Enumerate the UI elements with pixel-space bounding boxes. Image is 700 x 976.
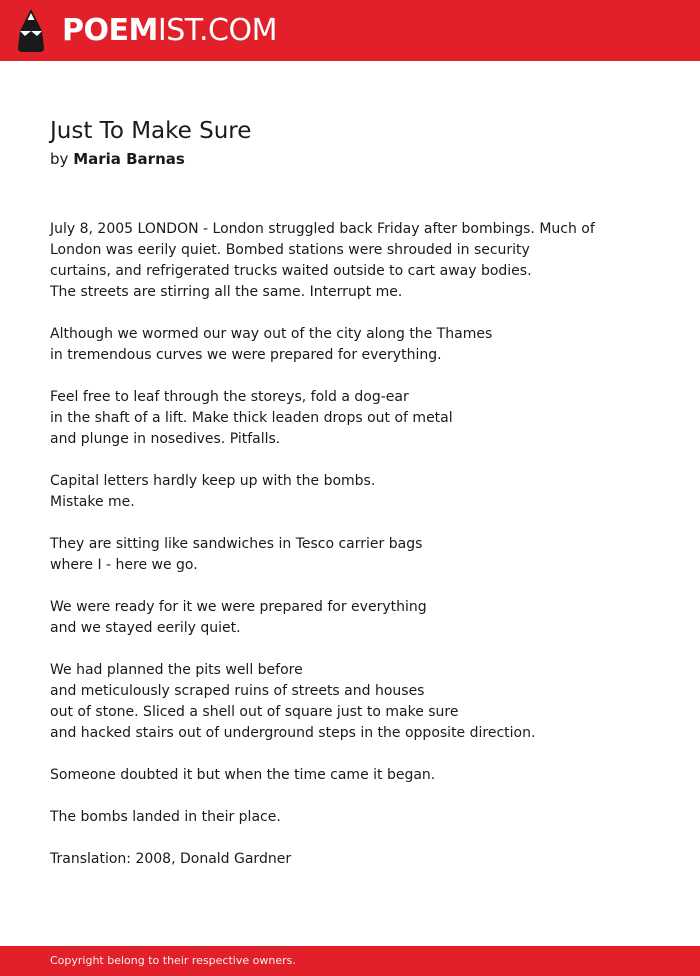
logo-light-text: IST.COM [157,13,277,48]
poem-line: Capital letters hardly keep up with the bombs. [50,473,376,489]
poem-line: We were ready for it we were prepared for everything [50,599,427,615]
poem-line: Translation: 2008, Donald Gardner [50,851,292,867]
poem-line: July 8, 2005 LONDON - London struggled back Friday after bombings. Much of [50,221,595,237]
poem-body [50,219,660,891]
poem-line: and meticulously scraped ruins of streets and houses [50,683,425,699]
poem-line: They are sitting like sandwiches in Tesco carrier bags [50,536,423,552]
copyright-notice: Copyright belong to their respective owners. [50,954,296,967]
poem-line: and hacked stairs out of underground steps in the opposite direction. [50,725,536,741]
poem-stanza [50,597,660,639]
poem-line: in the shaft of a lift. Make thick leaden drops out of metal [50,410,453,426]
poem-stanza [50,660,660,744]
poem-stanza [50,324,660,366]
poem-stanza [50,534,660,576]
poem-stanza [50,219,660,303]
byline [50,148,185,170]
poem-stanza [50,849,660,870]
poem-line: Feel free to leaf through the storeys, fold a dog-ear [50,389,409,405]
poem-line: and plunge in nosedives. Pitfalls. [50,431,281,447]
poem-line: The streets are stirring all the same. Interrupt me. [50,284,403,300]
poem-line: We had planned the pits well before [50,662,303,678]
poem-line: and we stayed eerily quiet. [50,620,241,636]
poem-title: Just To Make Sure [50,118,252,144]
poem-stanza [50,471,660,513]
poem-line: curtains, and refrigerated trucks waited outside to cart away bodies. [50,263,532,279]
site-logo[interactable] [62,12,277,50]
site-footer [0,946,700,976]
poem-line: Mistake me. [50,494,135,510]
poem-stanza [50,807,660,828]
poem-stanza [50,765,660,786]
poem-line: out of stone. Sliced a shell out of square just to make sure [50,704,459,720]
pencil-tip-icon [17,9,45,52]
logo-bold-text: POEM [62,13,158,48]
poem-stanza [50,387,660,450]
poem-line: where I - here we go. [50,557,198,573]
poem-line: in tremendous curves we were prepared for everything. [50,347,442,363]
site-header [0,0,700,61]
poem-line: London was eerily quiet. Bombed stations were shrouded in security [50,242,530,258]
author-name: Maria Barnas [73,150,185,168]
poem-line: The bombs landed in their place. [50,809,281,825]
poem-line: Although we wormed our way out of the city along the Thames [50,326,493,342]
poem-line: Someone doubted it but when the time came it began. [50,767,436,783]
by-label: by [50,150,69,168]
